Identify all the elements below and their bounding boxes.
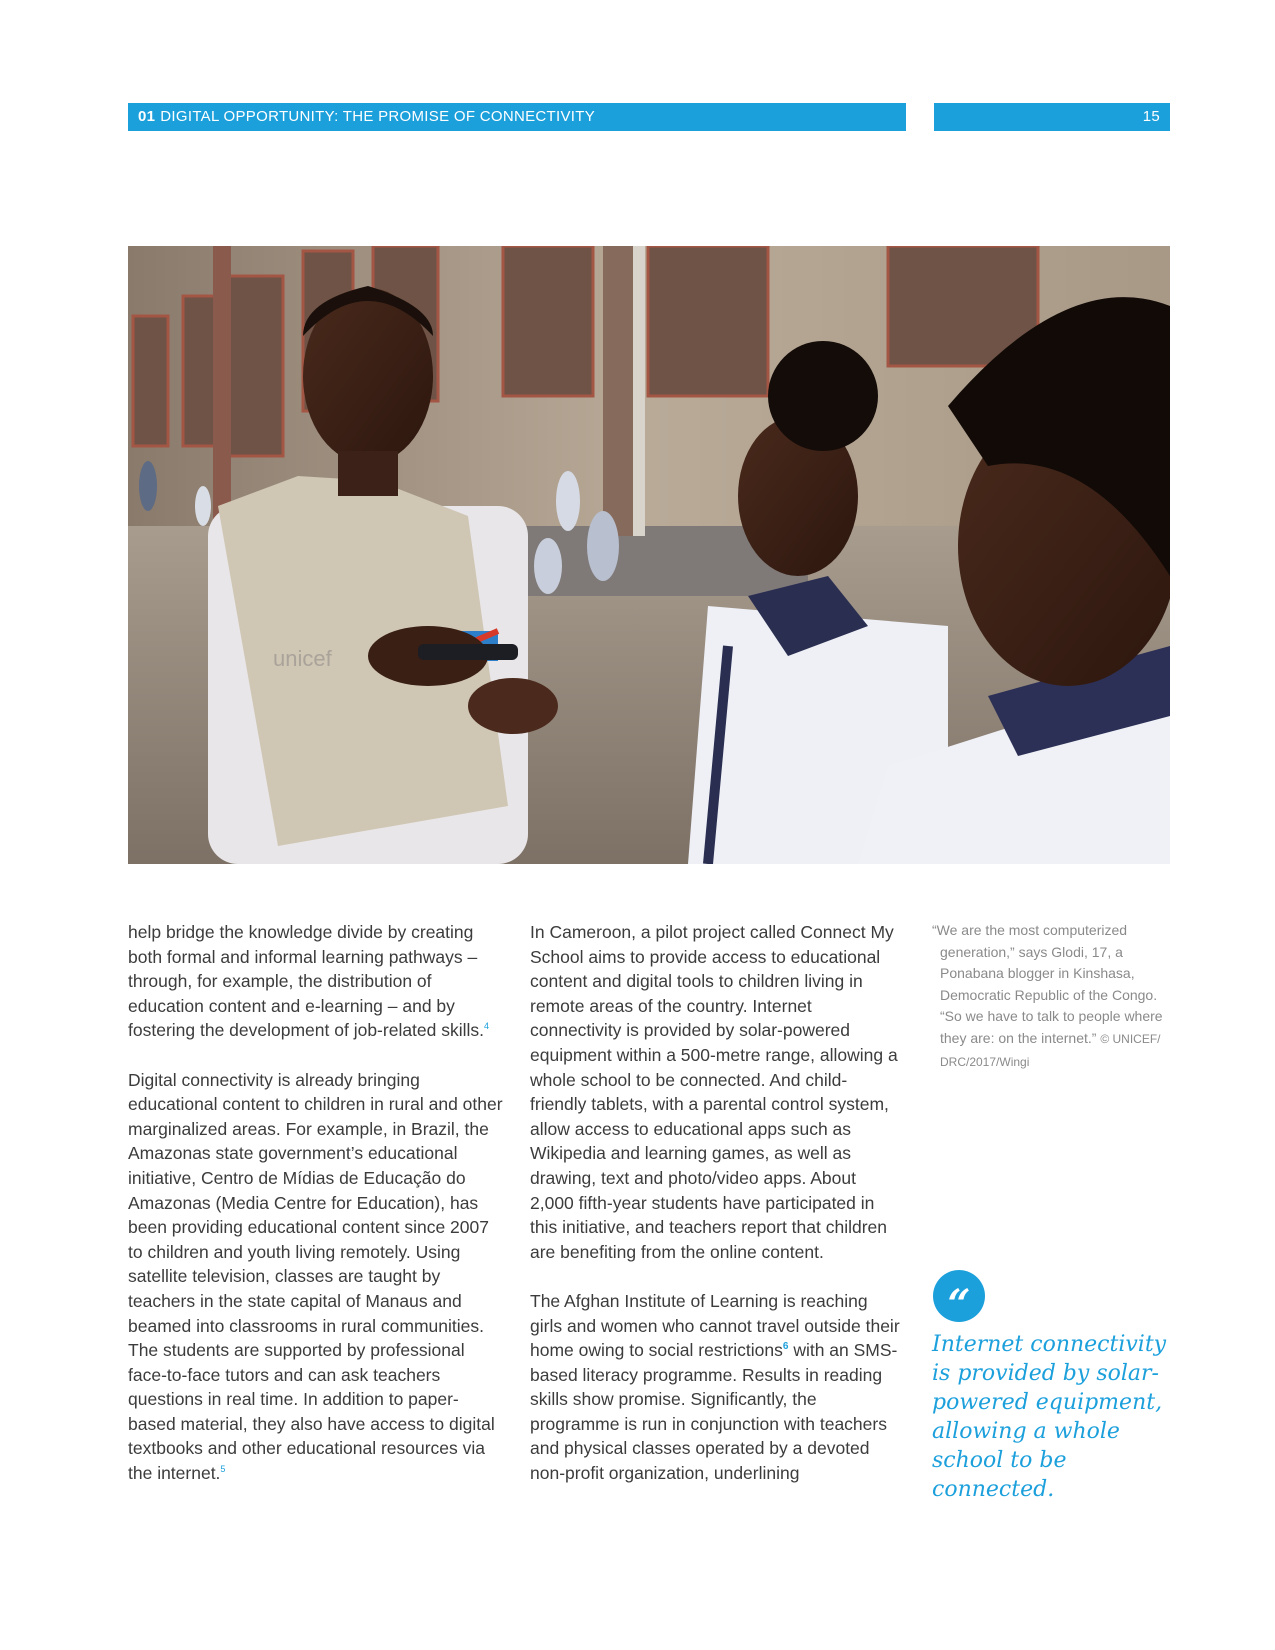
paragraph-text: help bridge the knowledge divide by creating both formal and informal learning pathways – through, for example, the distribution of education content and e-learning – and by fostering the development of job-related skills. <box>128 922 485 1041</box>
paragraph <box>128 1068 506 1486</box>
paragraph <box>530 1289 902 1486</box>
body-column-1 <box>128 920 506 1510</box>
paragraph-text: The Afghan Institute of Learning is reaching girls and women who cannot travel outside their home owing to social restrictions <box>530 1290 900 1361</box>
paragraph-text: In Cameroon, a pilot project called Connect My School aims to provide access to educational content and digital tools to children living in remote areas of the country. Internet connectivity is provided by solar-powered equipment within a 500-metre range, allowing a whole school to be connected. And child-friendly tablets, with a parental control system, allow access to educational apps such as Wikipedia and learning games, as well as drawing, text and photo/video apps. About 2,000 fifth-year students have participated in this initiative, and teachers report that children are benefiting from the online content. <box>530 922 898 1262</box>
caption-text: “We are the most computerized generation,” says Glodi, 17, a Ponabana blogger in Kinshasa, Democratic Republic of the Congo. “So we have to talk to people where they are: on the internet.” <box>932 922 1163 1046</box>
wall-pillar <box>603 246 633 536</box>
paragraph <box>128 920 506 1043</box>
paragraph <box>530 920 902 1264</box>
pull-quote: Internet connectivity is provided by solar-powered equipment, allowing a whole school to be connected. <box>932 1332 1167 1502</box>
body-column-2 <box>530 920 902 1510</box>
vest-logo-text: unicef <box>273 646 332 671</box>
footnote-ref[interactable]: 5 <box>220 1464 226 1475</box>
section-title: DIGITAL OPPORTUNITY: THE PROMISE OF CONNECTIVITY <box>160 108 596 125</box>
drain-pipe <box>633 246 645 536</box>
photo-students-with-phone <box>128 246 1170 864</box>
section-header-bar <box>128 103 906 131</box>
quote-mark-icon: “ <box>933 1270 985 1322</box>
photo-credit: © UNICEF/ DRC/2017/Wingi <box>940 1031 1161 1069</box>
section-number: 01 <box>138 108 156 125</box>
page-number-bar <box>934 103 1170 131</box>
footnote-ref[interactable]: 4 <box>484 1021 490 1032</box>
paragraph-text: Digital connectivity is already bringing educational content to children in rural and other marginalized areas. For example, in Brazil, the Amazonas state government’s educational initiative, Centro de Mídias de Educação do Amazonas (Media Centre for Education), has been providing educational content since 2007 to children and youth living remotely. Using satellite television, classes are taught by teachers in the state capital of Manaus and beamed into classrooms in rural communities. The students are supported by professional face-to-face tutors and can ask teachers questions in real time. In addition to paper-based material, they also have access to digital textbooks and other educational resources via the internet. <box>128 1069 503 1484</box>
page-number: 15 <box>1142 108 1160 125</box>
photo-caption <box>932 920 1180 1073</box>
paragraph-text: with an SMS-based literacy programme. Results in reading skills show promise. Significantly, the programme is run in conjunction with teachers and physical classes operated by a devoted non-profit organization, underlining <box>530 1340 898 1484</box>
wall-pillar <box>213 246 231 546</box>
footnote-ref[interactable]: 6 <box>782 1341 789 1353</box>
